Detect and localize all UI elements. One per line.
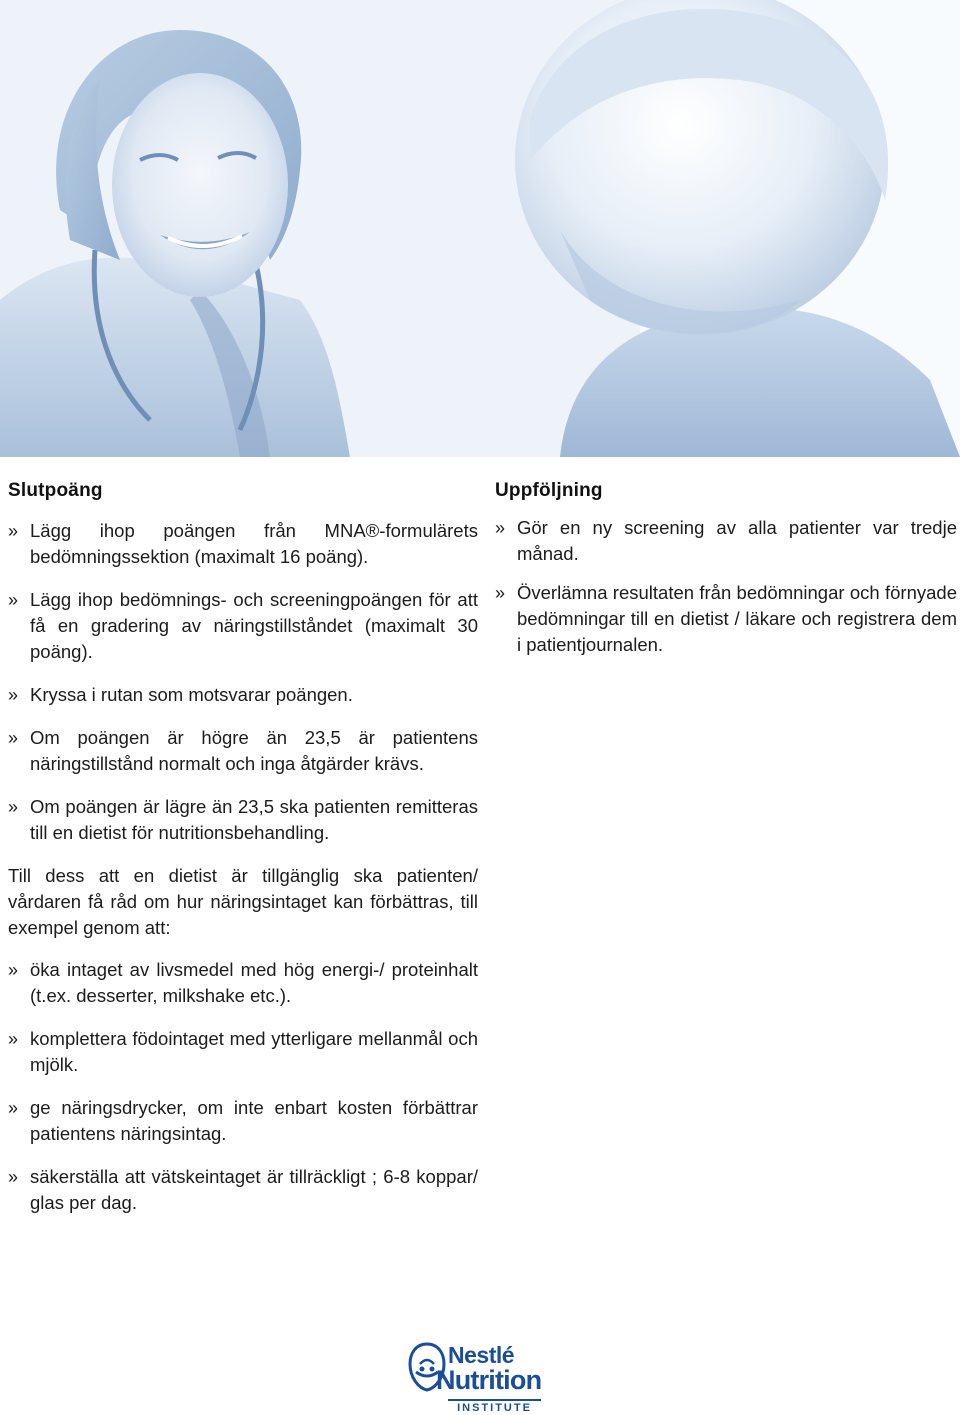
list-item: » Lägg ihop bedömnings- och screeningpoängen för att få en gradering av näringstillståndet (maximalt 30 poäng). bbox=[8, 589, 478, 662]
bullet-chevron-icon: » bbox=[8, 960, 19, 980]
photo-doctor-and-patient-illustration bbox=[0, 0, 960, 457]
bullet-chevron-icon: » bbox=[8, 797, 19, 817]
bullet-chevron-icon: » bbox=[8, 1029, 19, 1049]
logo-wordmark-institute: INSTITUTE bbox=[448, 1399, 541, 1414]
score-steps-list bbox=[8, 518, 478, 846]
bullet-chevron-icon: » bbox=[8, 590, 19, 610]
list-item: » Lägg ihop poängen från MNA®-formulärets bedömningssektion (maximalt 16 poäng). bbox=[8, 520, 478, 567]
section-heading-final-score: Slutpoäng bbox=[8, 480, 103, 501]
bullet-chevron-icon: » bbox=[495, 518, 506, 538]
follow-up-section bbox=[495, 480, 957, 671]
advice-intro-paragraph: Till dess att en dietist är tillgänglig ska patienten/ vårdaren få råd om hur näringsintaget kan förbättras, till exempel genom att: bbox=[8, 865, 478, 938]
list-item: » öka intaget av livsmedel med hög energi-/ proteinhalt (t.ex. desserter, milkshake etc.). bbox=[8, 959, 478, 1006]
list-item: » Gör en ny screening av alla patienter var tredje månad. bbox=[495, 517, 957, 564]
bullet-chevron-icon: » bbox=[495, 583, 506, 603]
list-item: » komplettera födointaget med ytterligare mellanmål och mjölk. bbox=[8, 1028, 478, 1075]
nestle-nutrition-institute-logo bbox=[408, 1340, 543, 1415]
bullet-chevron-icon: » bbox=[8, 1098, 19, 1118]
follow-up-list bbox=[495, 515, 957, 658]
section-heading-follow-up: Uppföljning bbox=[495, 480, 603, 501]
bullet-chevron-icon: » bbox=[8, 728, 19, 748]
bullet-chevron-icon: » bbox=[8, 685, 19, 705]
nutrition-advice-list bbox=[8, 957, 478, 1216]
bullet-chevron-icon: » bbox=[8, 521, 19, 541]
list-item: » Överlämna resultaten från bedömningar och förnyade bedömningar till en dietist / läkare och registrera dem i patientjournalen. bbox=[495, 582, 957, 655]
list-item: » Om poängen är högre än 23,5 är patientens näringstillstånd normalt och inga åtgärder krävs. bbox=[8, 727, 478, 774]
bullet-chevron-icon: » bbox=[8, 1167, 19, 1187]
list-item: » Kryssa i rutan som motsvarar poängen. bbox=[8, 682, 478, 708]
list-item: » ge näringsdrycker, om inte enbart kosten förbättrar patientens näringsintag. bbox=[8, 1097, 478, 1144]
logo-wordmark-nestle: Nestlé bbox=[448, 1342, 515, 1368]
final-score-section bbox=[8, 480, 478, 1233]
hero-photo bbox=[0, 0, 960, 457]
list-item: » säkerställa att vätskeintaget är tillräckligt ; 6-8 koppar/ glas per dag. bbox=[8, 1166, 478, 1213]
list-item: » Om poängen är lägre än 23,5 ska patienten remitteras till en dietist för nutritionsbehandling. bbox=[8, 796, 478, 843]
logo-wordmark-nutrition: Nutrition bbox=[436, 1365, 542, 1395]
